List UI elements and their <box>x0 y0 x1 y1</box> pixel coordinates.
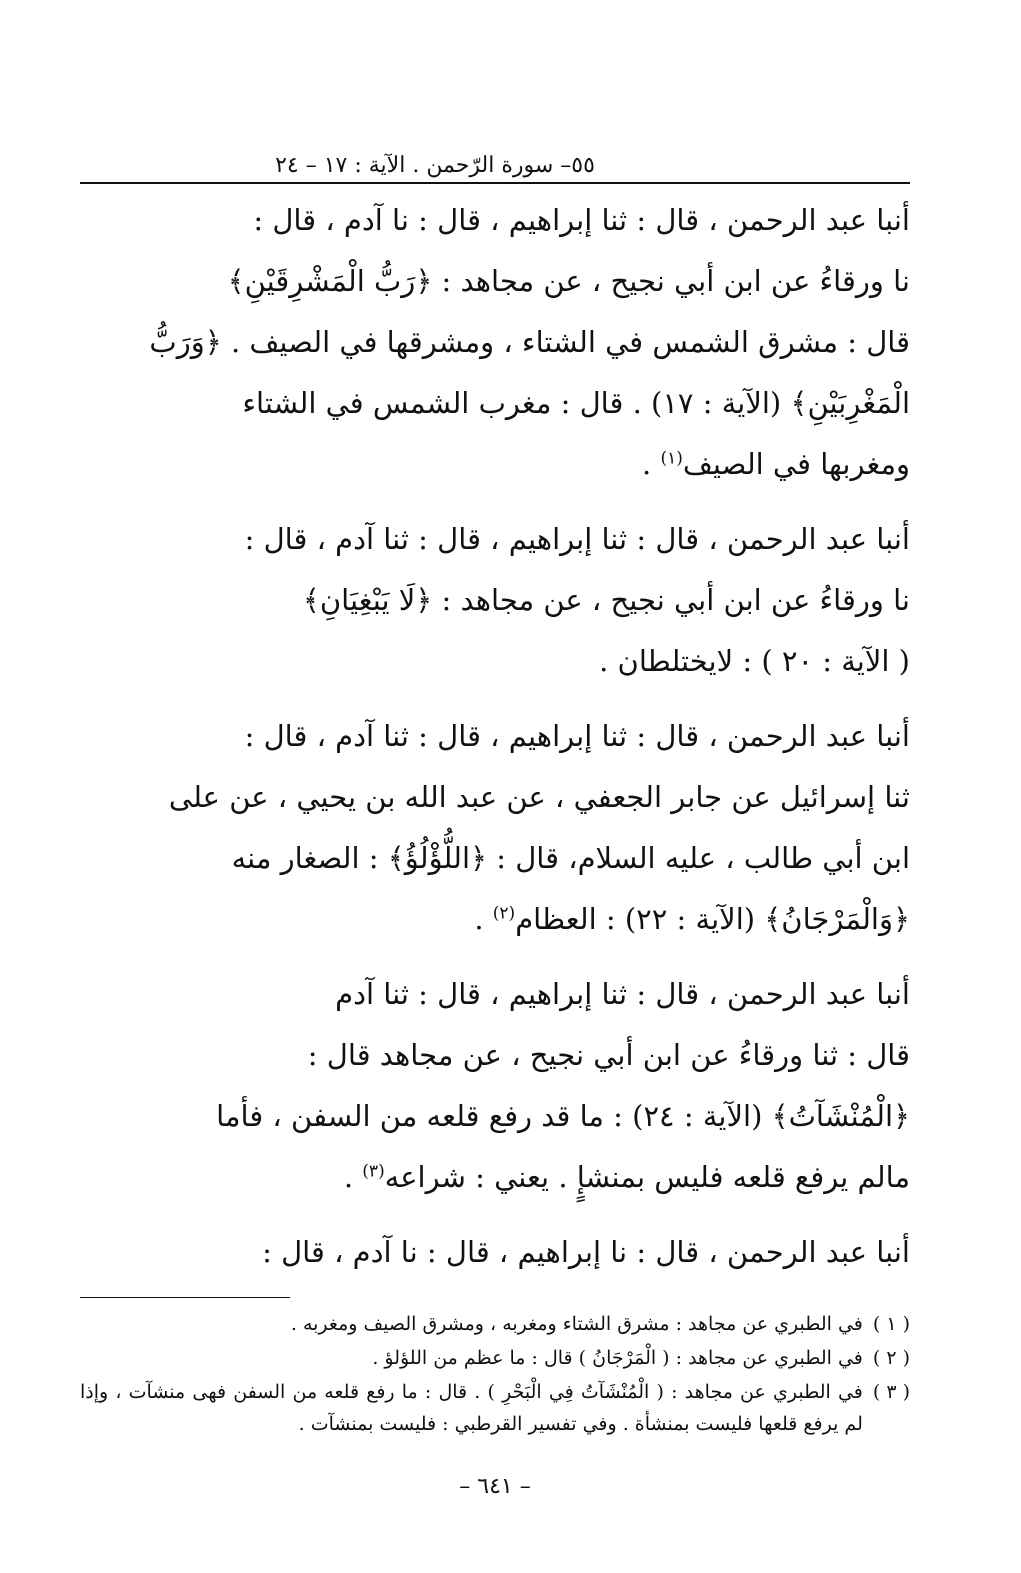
text-line: ( الآية : ٢٠ ) : لايختلطان . <box>599 644 910 678</box>
text-line: الْمَغْرِبَيْنِ﴾ (الآية : ١٧) . قال : مغرب الشمس في الشتاء <box>242 386 910 420</box>
header-rule <box>80 182 910 184</box>
footnote-reference: (١) <box>660 448 683 469</box>
text-line <box>80 434 910 495</box>
text-line: قال : ثنا ورقاءُ عن ابن أبي نجيح ، عن مجاهد قال : <box>307 1038 910 1072</box>
text-line-content: ﴿وَالْمَرْجَانُ﴾ (الآية : ٢٢) : العظام <box>515 902 910 936</box>
trailing-punctuation: . <box>474 902 493 936</box>
paragraph-3 <box>80 706 910 950</box>
running-header <box>80 150 910 182</box>
footnote-text: في الطبري عن مجاهد : ( الْمُنْشَآتُ فِي الْبَحْرِ ) . قال : ما رفع قلعه من السفن فهى منشآت ، وإذا لم يرفع قلعها فليست بمنشأة . وفي تفسير القرطبي : فليست بمنشآت . <box>80 1381 863 1435</box>
footnote-reference: (٣) <box>362 1161 385 1182</box>
footnote-3 <box>80 1376 910 1440</box>
paragraph-5 <box>80 1222 910 1283</box>
book-page <box>80 150 910 1530</box>
footnotes <box>80 1308 910 1440</box>
footnote-text: في الطبري عن مجاهد : مشرق الشتاء ومغربه ، ومشرق الصيف ومغربه . <box>290 1313 863 1335</box>
footnote-1 <box>80 1308 910 1340</box>
footnote-number: ( ١ ) <box>872 1313 910 1335</box>
text-line: أنبا عبد الرحمن ، قال : نا إبراهيم ، قال : نا آدم ، قال : <box>262 1235 910 1269</box>
text-line <box>80 1147 910 1208</box>
main-text <box>80 190 910 1283</box>
paragraph-4 <box>80 964 910 1208</box>
footnote-reference: (٢) <box>492 903 516 924</box>
footnote-number: ( ٢ ) <box>872 1347 910 1369</box>
page-number: – ٦٤١ – <box>459 1474 531 1499</box>
text-line-content: مالم يرفع قلعه فليس بمنشإٍ . يعني : شراعه <box>384 1160 910 1194</box>
footnote-rule <box>80 1297 290 1298</box>
text-line: أنبا عبد الرحمن ، قال : ثنا إبراهيم ، قال : ثنا آدم ، قال : <box>244 719 910 753</box>
footnote-text: في الطبري عن مجاهد : ( الْمَرْجَانُ ) قال : ما عظم من اللؤلؤ . <box>372 1347 863 1369</box>
footnote-2 <box>80 1342 910 1374</box>
text-line <box>80 889 910 950</box>
footnote-number: ( ٣ ) <box>872 1381 910 1403</box>
text-line-content: ومغربها في الصيف <box>682 447 910 481</box>
text-line: ابن أبي طالب ، عليه السلام، قال : ﴿اللُّؤْلُؤُ﴾ : الصغار منه <box>231 841 910 875</box>
trailing-punctuation: . <box>642 447 661 481</box>
text-line: نا ورقاءُ عن ابن أبي نجيح ، عن مجاهد : ﴿لَا يَبْغِيَانِ﴾ <box>302 583 910 617</box>
text-line: أنبا عبد الرحمن ، قال : ثنا إبراهيم ، قال : ثنا آدم <box>335 977 910 1011</box>
trailing-punctuation: . <box>343 1160 363 1194</box>
text-line: نا ورقاءُ عن ابن أبي نجيح ، عن مجاهد : ﴿رَبُّ الْمَشْرِقَيْنِ﴾ <box>227 264 910 298</box>
text-line: أنبا عبد الرحمن ، قال : ثنا إبراهيم ، قال : نا آدم ، قال : <box>253 203 910 237</box>
text-line: ﴿الْمُنْشَآتُ﴾ (الآية : ٢٤) : ما قد رفع قلعه من السفن ، فأما <box>216 1099 910 1133</box>
paragraph-1 <box>80 190 910 495</box>
text-line: ثنا إسرائيل عن جابر الجعفي ، عن عبد الله بن يحيي ، عن على <box>168 780 910 814</box>
paragraph-2 <box>80 509 910 692</box>
running-title: ٥٥– سورة الرّحمن . الآية : ١٧ – ٢٤ <box>275 153 595 178</box>
text-line: قال : مشرق الشمس في الشتاء ، ومشرقها في الصيف . ﴿وَرَبُّ <box>149 325 910 359</box>
text-line: أنبا عبد الرحمن ، قال : ثنا إبراهيم ، قال : ثنا آدم ، قال : <box>244 522 910 556</box>
